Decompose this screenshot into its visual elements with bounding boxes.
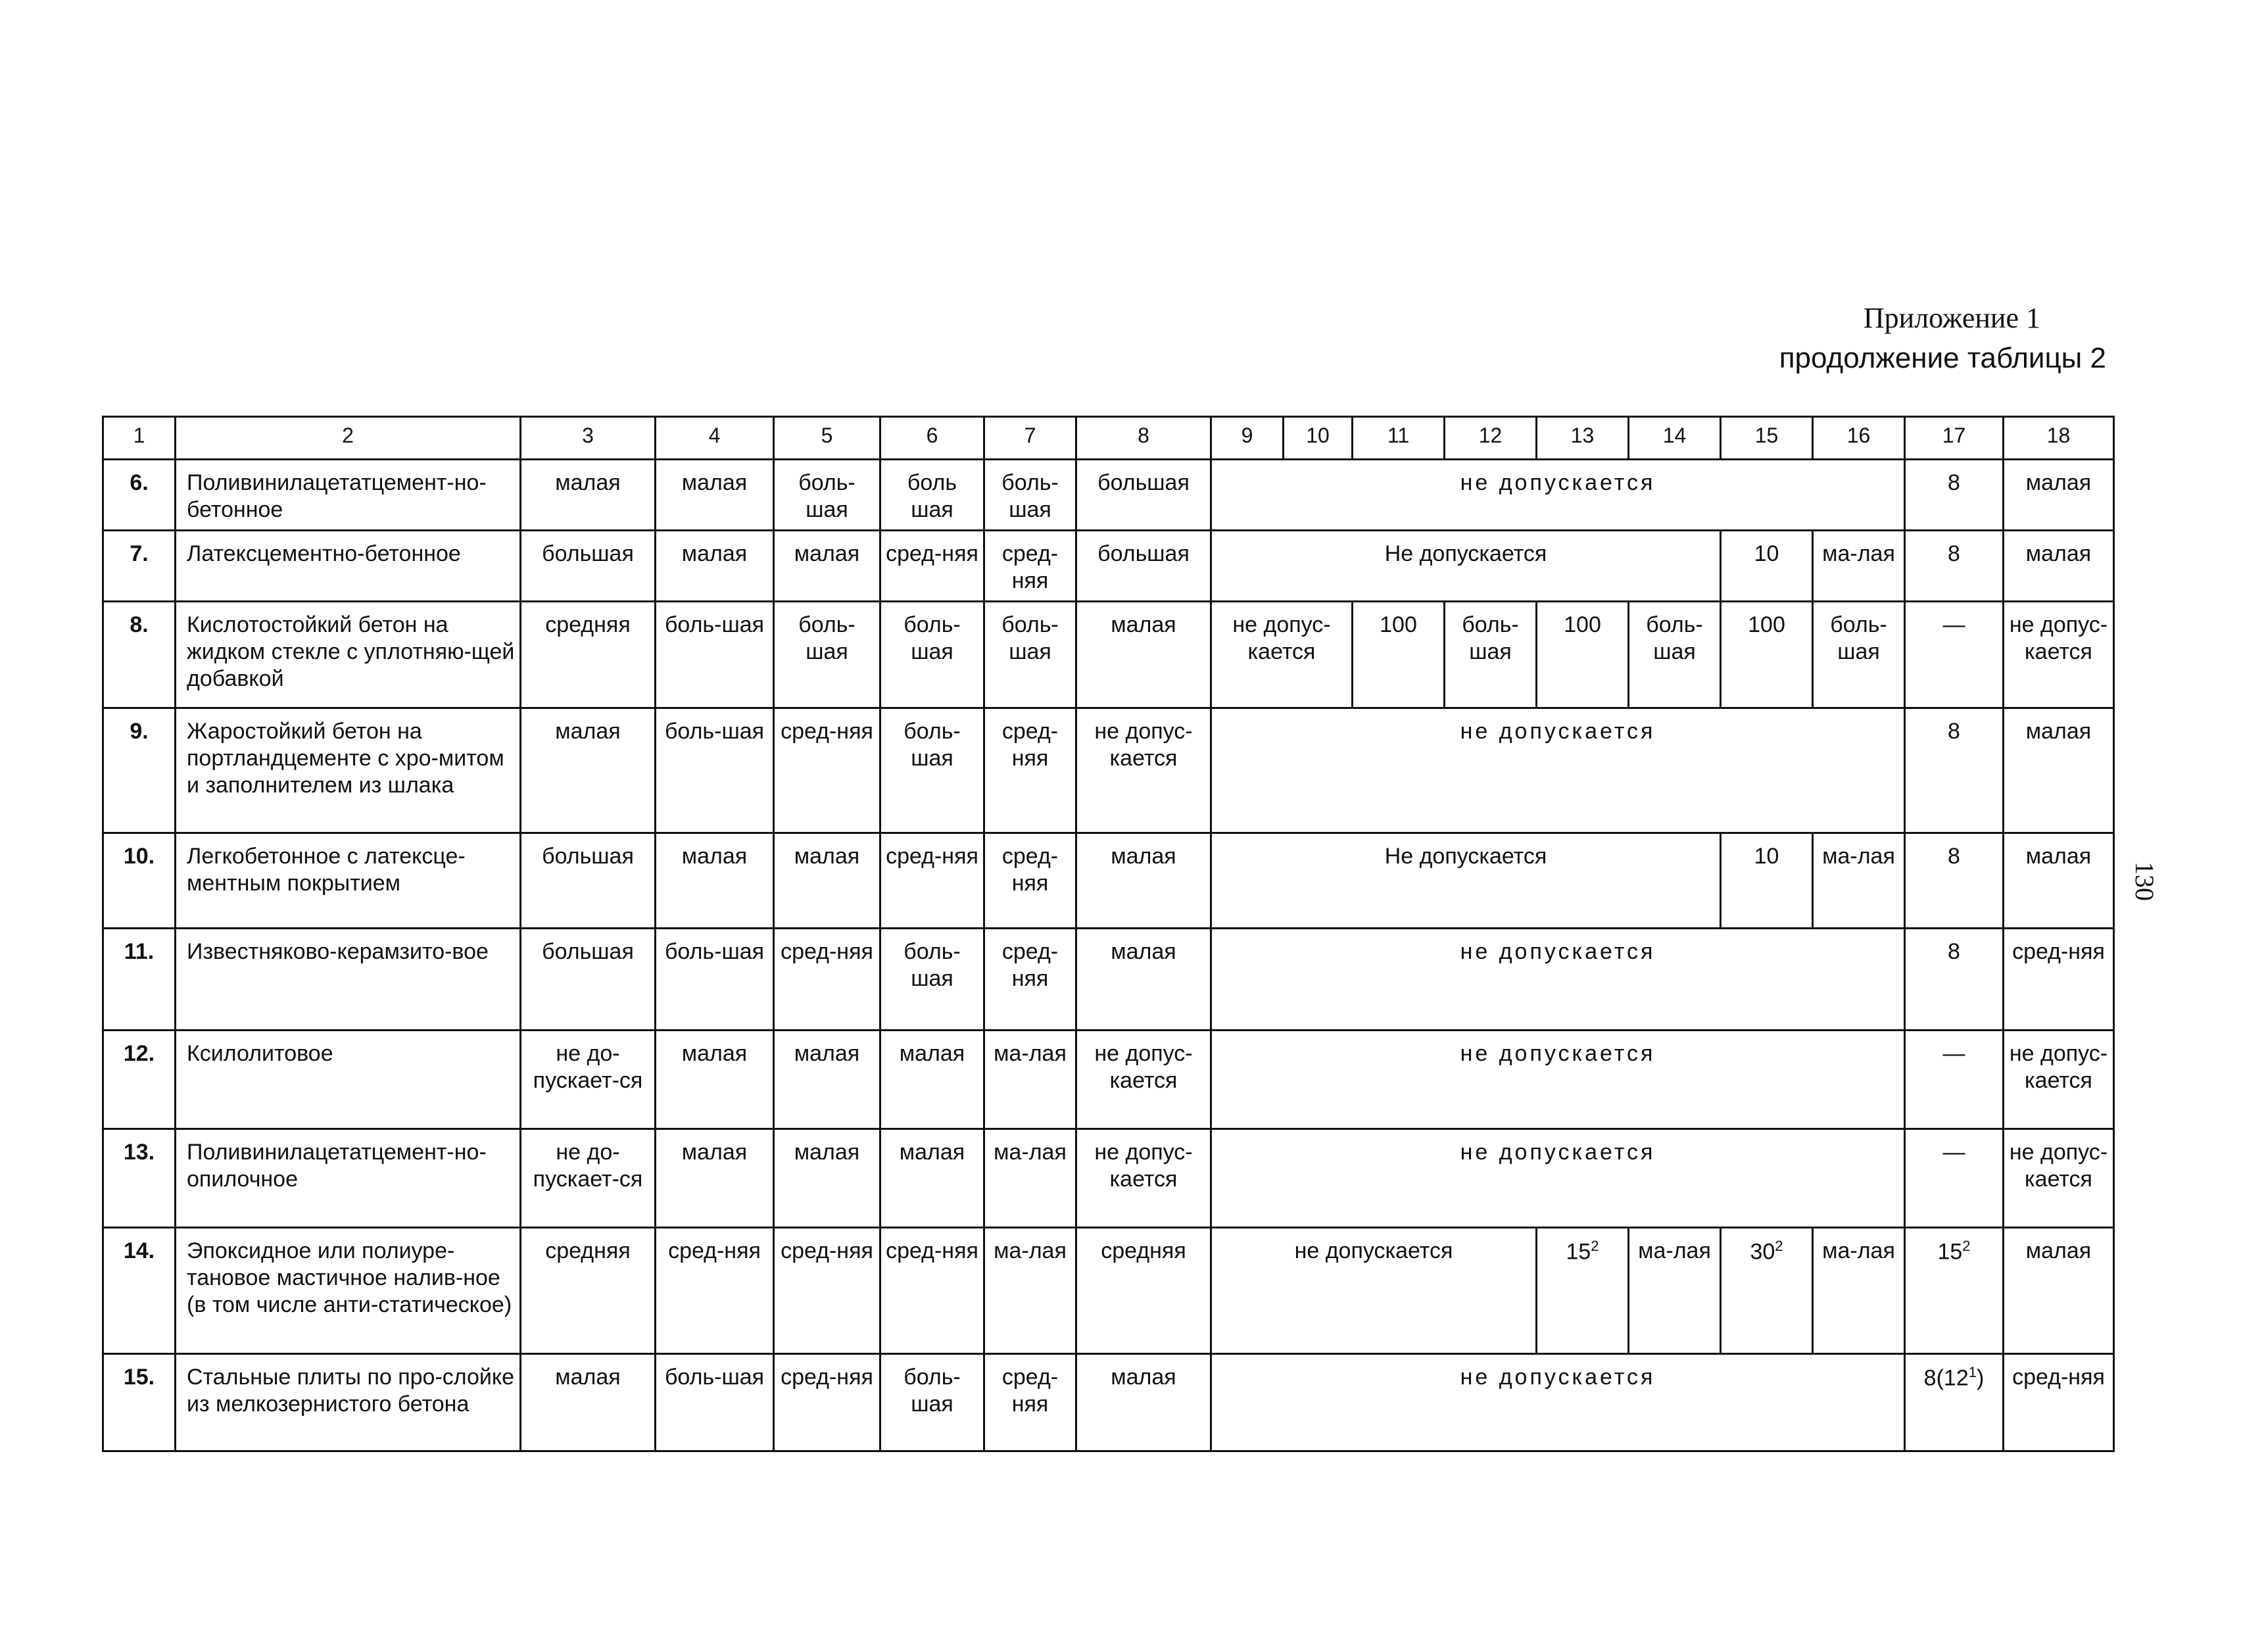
data-table (102, 416, 2115, 1452)
merged-cell: не допускается (1211, 1228, 1537, 1354)
table-row (103, 1228, 2114, 1354)
table-cell: сред-няя (880, 833, 984, 929)
col-header: 5 (774, 417, 880, 460)
table-cell: боль-шая (984, 602, 1076, 708)
annex-label: Приложение 1 (1863, 302, 2040, 334)
table-cell: боль-шая (656, 1354, 774, 1451)
table-cell: 8 (1905, 531, 2004, 602)
table-cell (1537, 1228, 1629, 1354)
table-cell: сред-няя (774, 1228, 880, 1354)
table-cell (1905, 1354, 2004, 1451)
table-cell: боль-шая (880, 929, 984, 1031)
table-cell: сред-няя (880, 531, 984, 602)
table-cell: большая (521, 531, 656, 602)
table-cell: малая (2004, 833, 2114, 929)
table-cell: сред-няя (984, 1354, 1076, 1451)
table-cell: малая (656, 1129, 774, 1228)
footnote-mark: 1 (1968, 1364, 1977, 1380)
table-cell: не до-пускает-ся (521, 1031, 656, 1129)
merged-cell: не допускается (1211, 1129, 1905, 1228)
page-number: 130 (2130, 862, 2159, 901)
table-cell: ма-лая (1813, 1228, 1905, 1354)
table-cell: малая (1076, 1354, 1211, 1451)
table-cell: не допус-кается (2004, 602, 2114, 708)
table-cell: сред-няя (2004, 929, 2114, 1031)
table-cell: малая (656, 1031, 774, 1129)
table-cell: малая (774, 1031, 880, 1129)
table-cell: малая (656, 531, 774, 602)
col-header: 10 (1284, 417, 1353, 460)
col-header: 4 (656, 417, 774, 460)
table-cell: малая (1076, 833, 1211, 929)
col-header: 3 (521, 417, 656, 460)
table-cell: 100 (1721, 602, 1813, 708)
table-cell: боль-шая (656, 708, 774, 833)
col-header: 15 (1721, 417, 1813, 460)
row-number: 8. (103, 602, 176, 708)
merged-cell: Не допускается (1211, 833, 1721, 929)
table-cell: сред-няя (774, 929, 880, 1031)
row-number: 13. (103, 1129, 176, 1228)
table-cell: боль-шая (774, 460, 880, 531)
floor-type-name: Поливинилацетатцемент-но-бетонное (176, 460, 521, 531)
floor-type-name: Легкобетонное с латексце-ментным покрытием (176, 833, 521, 929)
merged-cell: не допускается (1211, 1354, 1905, 1451)
table-cell: не допус-кается (2004, 1031, 2114, 1129)
table-cell: малая (2004, 1228, 2114, 1354)
row-number: 14. (103, 1228, 176, 1354)
table-cell: малая (521, 708, 656, 833)
table-cell: 8 (1905, 708, 2004, 833)
floor-type-name: Поливинилацетатцемент-но-опилочное (176, 1129, 521, 1228)
col-header: 17 (1905, 417, 2004, 460)
table-cell: средняя (1076, 1228, 1211, 1354)
table-cell: малая (521, 1354, 656, 1451)
cell-value: 8(12 (1923, 1365, 1969, 1391)
table-cell: малая (2004, 460, 2114, 531)
table-cell: большая (521, 833, 656, 929)
table-row (103, 708, 2114, 833)
cell-value: 30 (1750, 1239, 1775, 1265)
table-cell: не допус-кается (1076, 1031, 1211, 1129)
table-cell: не допус-кается (1076, 708, 1211, 833)
table-cell: не допус-кается (2004, 1129, 2114, 1228)
merged-cell: не допускается (1211, 1031, 1905, 1129)
table-cell: сред-няя (774, 1354, 880, 1451)
table-cell: боль-шая (880, 1354, 984, 1451)
col-header: 1 (103, 417, 176, 460)
table-cell: — (1905, 1031, 2004, 1129)
col-header: 7 (984, 417, 1076, 460)
table-cell: большая (1076, 531, 1211, 602)
table-cell: малая (774, 833, 880, 929)
table-row (103, 1031, 2114, 1129)
table-cell (1721, 1228, 1813, 1354)
table-cell: боль-шая (774, 602, 880, 708)
table-cell: 8 (1905, 460, 2004, 531)
merged-cell: не допускается (1211, 929, 1905, 1031)
table-cell: средняя (521, 1228, 656, 1354)
table-cell: большая (1076, 460, 1211, 531)
row-number: 11. (103, 929, 176, 1031)
table-cell: боль-шая (1629, 602, 1721, 708)
col-header: 18 (2004, 417, 2114, 460)
table-cell: малая (521, 460, 656, 531)
col-header: 16 (1813, 417, 1905, 460)
table-cell (1905, 1228, 2004, 1354)
col-header: 11 (1353, 417, 1445, 460)
merged-cell: не допускается (1211, 708, 1905, 833)
table-cell: — (1905, 602, 2004, 708)
table-cell: малая (1076, 929, 1211, 1031)
table-cell: 100 (1353, 602, 1445, 708)
table-row (103, 1129, 2114, 1228)
merged-cell: не допус-кается (1211, 602, 1353, 708)
table-cell: сред-няя (774, 708, 880, 833)
floor-type-name: Латексцементно-бетонное (176, 531, 521, 602)
table-cell: сред-няя (2004, 1354, 2114, 1451)
col-header: 14 (1629, 417, 1721, 460)
col-header: 6 (880, 417, 984, 460)
table-cell: ма-лая (984, 1228, 1076, 1354)
table-cell: боль-шая (656, 929, 774, 1031)
table-cell: боль-шая (984, 460, 1076, 531)
table-cell: малая (774, 531, 880, 602)
table-cell: боль-шая (880, 602, 984, 708)
table-cell: не до-пускает-ся (521, 1129, 656, 1228)
table-cell: сред-няя (656, 1228, 774, 1354)
table-cell: ма-лая (1813, 531, 1905, 602)
row-number: 9. (103, 708, 176, 833)
table-cell: 10 (1721, 833, 1813, 929)
floor-type-name: Кислотостойкий бетон на жидком стекле с уплотняю-щей добавкой (176, 602, 521, 708)
table-cell: малая (880, 1129, 984, 1228)
merged-cell: не допускается (1211, 460, 1905, 531)
cell-value: 15 (1937, 1239, 1963, 1265)
row-number: 7. (103, 531, 176, 602)
row-number: 15. (103, 1354, 176, 1451)
table-row (103, 1354, 2114, 1451)
table-row (103, 460, 2114, 531)
table-cell: не допус-кается (1076, 1129, 1211, 1228)
table-row (103, 531, 2114, 602)
table-cell: 100 (1537, 602, 1629, 708)
merged-cell: Не допускается (1211, 531, 1721, 602)
col-header: 9 (1211, 417, 1284, 460)
table-cell: — (1905, 1129, 2004, 1228)
floor-type-name: Жаростойкий бетон на портландцементе с хро-митом и заполнителем из шлака (176, 708, 521, 833)
row-number: 6. (103, 460, 176, 531)
floor-type-name: Стальные плиты по про-слойке из мелкозернистого бетона (176, 1354, 521, 1451)
table-cell: боль-шая (656, 602, 774, 708)
cell-value: 15 (1566, 1239, 1591, 1265)
table-cell: сред-няя (984, 708, 1076, 833)
table-cell: ма-лая (984, 1129, 1076, 1228)
table-cell: сред-няя (880, 1228, 984, 1354)
floor-type-name: Известняково-керамзито-вое (176, 929, 521, 1031)
col-header: 13 (1537, 417, 1629, 460)
footnote-mark: 2 (1591, 1238, 1599, 1254)
row-number: 10. (103, 833, 176, 929)
col-header: 8 (1076, 417, 1211, 460)
table-cell: ма-лая (984, 1031, 1076, 1129)
table-cell: малая (1076, 602, 1211, 708)
table-cell: ма-лая (1813, 833, 1905, 929)
table-cell: боль-шая (1445, 602, 1537, 708)
table-cell: большая (521, 929, 656, 1031)
table-row (103, 929, 2114, 1031)
table-cell: 10 (1721, 531, 1813, 602)
table-row (103, 602, 2114, 708)
table-cell: ма-лая (1629, 1228, 1721, 1354)
table-continuation-label: продолжение таблицы 2 (1779, 342, 2106, 374)
table-cell: сред-няя (984, 929, 1076, 1031)
table-cell: 8 (1905, 929, 2004, 1031)
table-row (103, 833, 2114, 929)
table-cell: малая (656, 460, 774, 531)
table-cell: боль-шая (1813, 602, 1905, 708)
footnote-mark: 2 (1962, 1238, 1971, 1254)
table-cell: малая (2004, 708, 2114, 833)
floor-type-name: Ксилолитовое (176, 1031, 521, 1129)
table-cell: боль шая (880, 460, 984, 531)
cell-value-tail: ) (1976, 1365, 1985, 1391)
floor-type-name: Эпоксидное или полиуре-тановое мастичное налив-ное (в том числе анти-статическое) (176, 1228, 521, 1354)
table-cell: малая (2004, 531, 2114, 602)
col-header: 2 (176, 417, 521, 460)
table-cell: боль-шая (880, 708, 984, 833)
footnote-mark: 2 (1775, 1238, 1783, 1254)
table-cell: малая (774, 1129, 880, 1228)
table-cell: малая (656, 833, 774, 929)
row-number: 12. (103, 1031, 176, 1129)
table-cell: 8 (1905, 833, 2004, 929)
table-cell: сред-няя (984, 833, 1076, 929)
table-cell: сред-няя (984, 531, 1076, 602)
col-header: 12 (1445, 417, 1537, 460)
table-cell: средняя (521, 602, 656, 708)
table-cell: малая (880, 1031, 984, 1129)
header-row (103, 417, 2114, 460)
